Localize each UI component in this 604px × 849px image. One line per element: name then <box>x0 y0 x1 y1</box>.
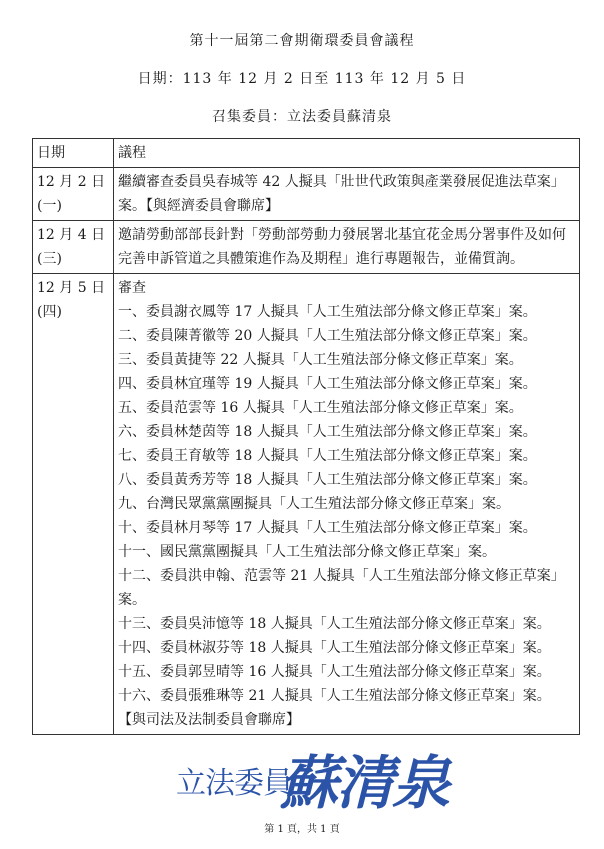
agenda-text: 邀請勞動部部長針對「勞動部勞動力發展署北基宜花金馬分署事件及如何完善申訴管道之具體策進作為及期程」進行專題報告，並備質詢。 <box>118 227 566 267</box>
legislator-signature-seal <box>168 740 449 817</box>
date-cell <box>33 221 114 274</box>
list-item: 十三、委員吳沛憶等 18 人擬具「人工生殖法部分條文修正草案」案。 <box>118 616 551 632</box>
list-item: 十四、委員林淑芬等 18 人擬具「人工生殖法部分條文修正草案」案。 <box>118 640 551 656</box>
weekday-text: (一) <box>37 198 62 214</box>
weekday-text: (四) <box>37 304 62 320</box>
seal-title: 立法委員 <box>176 766 292 801</box>
agenda-cell <box>114 168 580 221</box>
list-item: 四、委員林宜瑾等 19 人擬具「人工生殖法部分條文修正草案」案。 <box>118 376 537 392</box>
list-item: 一、委員謝衣鳳等 17 人擬具「人工生殖法部分條文修正草案」案。 <box>118 304 537 320</box>
list-item: 十二、委員洪申翰、范雲等 21 人擬具「人工生殖法部分條文修正草案」案。 <box>118 568 565 608</box>
table-row <box>33 274 580 735</box>
list-item: 十、委員林月琴等 17 人擬具「人工生殖法部分條文修正草案」案。 <box>118 520 537 536</box>
list-item: 二、委員陳菁徽等 20 人擬具「人工生殖法部分條文修正草案」案。 <box>118 328 537 344</box>
list-item: 八、委員黃秀芳等 18 人擬具「人工生殖法部分條文修正草案」案。 <box>118 472 537 488</box>
table-header-row <box>33 139 580 168</box>
joint-session-note: 【與司法及法制委員會聯席】 <box>118 712 300 728</box>
date-range: 日期：113 年 12 月 2 日至 113 年 12 月 5 日 <box>137 71 467 87</box>
convener-line: 召集委員：立法委員蘇清泉 <box>212 109 392 125</box>
column-header-agenda: 議程 <box>114 139 580 168</box>
page-number: 第 1 頁，共 1 頁 <box>264 824 340 835</box>
agenda-table <box>32 138 580 735</box>
table-row <box>33 168 580 221</box>
date-text: 12 月 5 日 <box>37 280 106 296</box>
weekday-text: (三) <box>37 251 62 267</box>
date-text: 12 月 2 日 <box>37 174 106 190</box>
list-item: 七、委員王育敏等 18 人擬具「人工生殖法部分條文修正草案」案。 <box>118 448 537 464</box>
table-row <box>33 221 580 274</box>
list-item: 十五、委員郭昱晴等 16 人擬具「人工生殖法部分條文修正草案」案。 <box>118 664 551 680</box>
agenda-cell <box>114 221 580 274</box>
seal-name: 蘇清泉 <box>280 749 449 817</box>
review-heading: 審查 <box>118 280 146 296</box>
list-item: 十六、委員張雅琳等 21 人擬具「人工生殖法部分條文修正草案」案。 <box>118 688 551 704</box>
list-item: 五、委員范雲等 16 人擬具「人工生殖法部分條文修正草案」案。 <box>118 400 523 416</box>
date-cell <box>33 168 114 221</box>
list-item: 十一、國民黨黨團擬具「人工生殖法部分條文修正草案」案。 <box>118 544 496 560</box>
agenda-cell <box>114 274 580 735</box>
agenda-text: 繼續審查委員吳春城等 42 人擬具「壯世代政策與產業發展促進法草案」案。【與經濟委員會聯席】 <box>118 174 565 214</box>
list-item: 六、委員林楚茵等 18 人擬具「人工生殖法部分條文修正草案」案。 <box>118 424 537 440</box>
list-item: 三、委員黃捷等 22 人擬具「人工生殖法部分條文修正草案」案。 <box>118 352 523 368</box>
column-header-date: 日期 <box>33 139 114 168</box>
date-text: 12 月 4 日 <box>37 227 106 243</box>
date-cell <box>33 274 114 735</box>
list-item: 九、台灣民眾黨黨團擬具「人工生殖法部分條文修正草案」案。 <box>118 496 510 512</box>
agenda-title: 第十一屆第二會期衛環委員會議程 <box>189 33 415 49</box>
